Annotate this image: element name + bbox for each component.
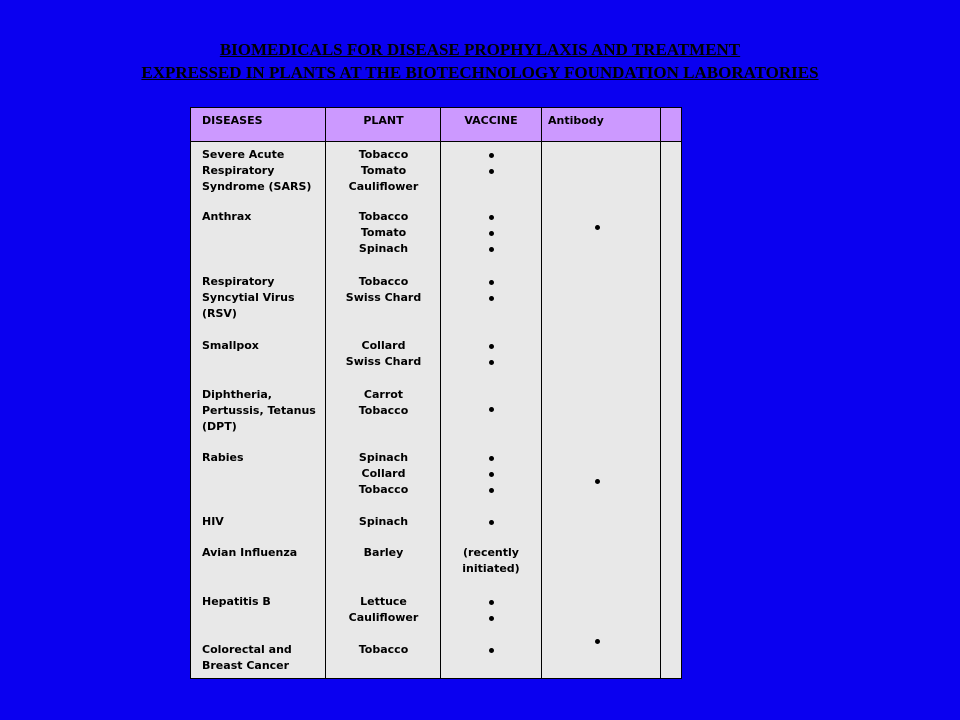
table-header (191, 108, 681, 142)
vaccine-bullet (489, 169, 494, 174)
disease-cell: Severe Acute Respiratory Syndrome (SARS) (202, 148, 312, 193)
vaccine-bullet (489, 520, 494, 525)
vaccine-note: (recently initiated) (462, 546, 520, 575)
disease-cell: Colorectal and Breast Cancer (202, 643, 292, 672)
disease-cell: Hepatitis B (202, 595, 271, 608)
antibody-bullet (595, 225, 600, 230)
vaccine-bullet (489, 488, 494, 493)
plant-cell: Tobacco Tomato Cauliflower (348, 148, 419, 193)
antibody-bullet (595, 479, 600, 484)
vaccine-bullet (489, 616, 494, 621)
vaccine-bullet (489, 407, 494, 412)
vaccine-bullet (489, 296, 494, 301)
disease-cell: Smallpox (202, 339, 259, 352)
biomedicals-table (190, 107, 682, 679)
disease-cell: Rabies (202, 451, 244, 464)
column-divider (541, 108, 542, 678)
plant-cell: Tobacco Swiss Chard (345, 275, 422, 304)
plant-cell: Collard Swiss Chard (345, 339, 422, 368)
antibody-bullet (595, 639, 600, 644)
plant-cell: Lettuce Cauliflower (348, 595, 419, 624)
disease-cell: Diphtheria, Pertussis, Tetanus (DPT) (202, 388, 316, 433)
header-antibody: Antibody (548, 114, 604, 127)
disease-cell: Respiratory Syncytial Virus (RSV) (202, 275, 295, 320)
vaccine-bullet (489, 360, 494, 365)
vaccine-bullet (489, 472, 494, 477)
header-diseases: DISEASES (202, 114, 263, 127)
plant-cell: Carrot Tobacco (358, 388, 409, 417)
vaccine-bullet (489, 247, 494, 252)
disease-cell: HIV (202, 515, 224, 528)
title-line-1: BIOMEDICALS FOR DISEASE PROPHYLAXIS AND TREATMENT (219, 40, 741, 59)
vaccine-bullet (489, 344, 494, 349)
title-line-2: EXPRESSED IN PLANTS AT THE BIOTECHNOLOGY FOUNDATION LABORATORIES (141, 63, 819, 82)
disease-cell: Anthrax (202, 210, 252, 223)
plant-cell: Barley (363, 546, 404, 559)
vaccine-bullet (489, 280, 494, 285)
plant-cell: Tobacco (358, 643, 409, 656)
plant-cell: Spinach (358, 515, 409, 528)
plant-cell: Tobacco Tomato Spinach (358, 210, 409, 255)
vaccine-bullet (489, 600, 494, 605)
header-plant: PLANT (363, 114, 404, 127)
column-divider (660, 108, 661, 678)
plant-cell: Spinach Collard Tobacco (358, 451, 409, 496)
disease-cell: Avian Influenza (202, 546, 298, 559)
vaccine-bullet (489, 231, 494, 236)
vaccine-bullet (489, 648, 494, 653)
vaccine-bullet (489, 456, 494, 461)
vaccine-bullet (489, 215, 494, 220)
header-vaccine: VACCINE (464, 114, 518, 127)
vaccine-bullet (489, 153, 494, 158)
